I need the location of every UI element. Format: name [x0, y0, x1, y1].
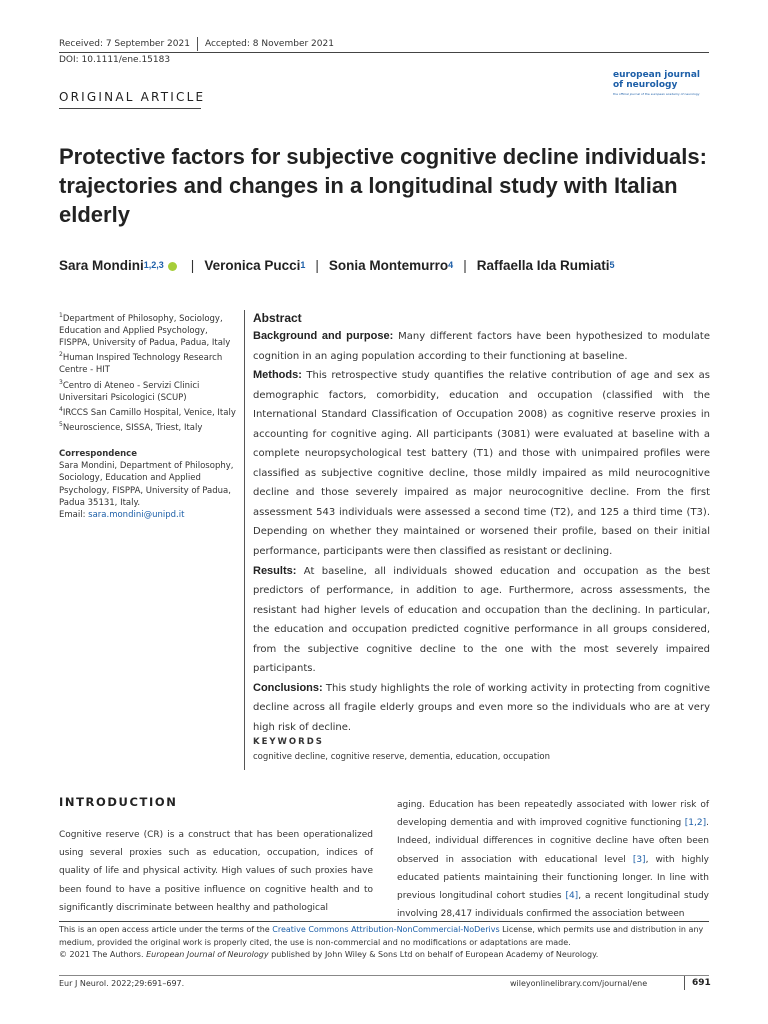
logo-line-2: of neurology — [613, 80, 678, 90]
affiliation-text: IRCCS San Camillo Hospital, Venice, Italy — [62, 407, 236, 418]
header-rule — [59, 52, 709, 53]
abstract-section — [253, 679, 710, 738]
abstract-section — [253, 366, 710, 561]
affiliation-item — [59, 349, 239, 376]
article-type-underline — [59, 108, 201, 109]
page-number: 691 — [692, 978, 711, 988]
email-link[interactable]: sara.mondini@unipd.it — [88, 509, 185, 520]
footer-rule — [59, 975, 709, 976]
affiliation-item — [59, 404, 239, 419]
author-separator: | — [315, 258, 319, 273]
page-divider — [684, 976, 685, 990]
abstract-section — [253, 562, 710, 679]
author-separator: | — [190, 258, 195, 273]
intro-text: , with highly educated patients maintaining their functioning longer. In line with previous longitudinal cohort studies — [397, 854, 709, 902]
author-affiliation-sup[interactable]: 5 — [609, 260, 615, 270]
abstract-heading: Background and purpose: — [253, 330, 394, 342]
journal-name: European Journal of Neurology — [146, 950, 269, 959]
affiliation-text: Centro di Ateneo - Servizi Clinici Universitari Psicologici (SCUP) — [59, 380, 200, 403]
affiliation-item — [59, 419, 239, 434]
author-name[interactable]: Sara Mondini — [59, 258, 144, 273]
copyright-text: © 2021 The Authors. — [59, 950, 147, 959]
doi: DOI: 10.1111/ene.15183 — [59, 55, 171, 65]
abstract-section — [253, 327, 710, 366]
abstract-text: This retrospective study quantifies the relative contribution of age and sex as demographic factors, comorbidity, education and occupation (classified with the International Standard Classification of Occupation 2008) as cognitive reserve proxies in accounting for cognitive aging. All participants (3081) were evaluated at baseline with a complete neuropsychological test battery (T1) and those with unimpaired profiles were classified as subjective cognitive decline, those mildly impaired as mild neurocognitive decline and those severely impaired as major neurocognitive decline. From the first assessment 543 individuals were assessed a second time (T2), and 125 a third time (T3). Depending on whether they maintained or worsened their profile, based on their initial performance, participants were then classified as resistant or declining. — [253, 370, 710, 558]
copyright-text: published by John Wiley & Sons Ltd on behalf of European Academy of Neurology. — [268, 950, 599, 959]
citation-link[interactable]: [4] — [565, 891, 579, 902]
affiliation-number: 2 — [59, 351, 63, 359]
author-affiliation-sup[interactable]: 1,2,3 — [143, 260, 164, 270]
abstract-heading: Methods: — [253, 369, 302, 382]
journal-logo — [613, 70, 700, 90]
intro-text: aging. Education has been repeatedly associated with lower risk of developing dementia and with improved cognitive functioning — [397, 800, 709, 829]
correspondence-email-line — [59, 509, 239, 521]
abstract-heading: Conclusions: — [253, 681, 323, 694]
abstract-text: This study highlights the role of working activity in protecting from cognitive decline across all fragile elderly groups and even more so the individuals who are at very high risk of decline. — [253, 682, 710, 733]
copyright-statement — [59, 949, 709, 962]
logo-tagline: the official journal of the european academy of neurology — [613, 92, 700, 96]
abstract-divider — [244, 310, 245, 770]
license-statement — [59, 924, 709, 949]
affiliation-number: 4 — [59, 405, 63, 413]
logo-line-1: european journal — [613, 70, 700, 80]
affiliation-text: Department of Philosophy, Sociology, Education and Applied Psychology, FISPPA, University of Padua, Padua, Italy — [59, 313, 231, 349]
introduction-column-left: Cognitive reserve (CR) is a construct that has been operationalized using several proxies such as education, occupation, indices of quality of life and physical activity. High values of such proxies have been found to have a positive influence on cognitive health and to significantly discriminate between healthy and pathological — [59, 830, 373, 913]
abstract — [253, 310, 710, 737]
author-affiliation-sup[interactable]: 1 — [300, 260, 306, 270]
introduction-heading: INTRODUCTION — [59, 795, 178, 809]
citation-link[interactable]: [1,2] — [684, 818, 707, 829]
author-list — [59, 258, 615, 273]
email-label: Email: — [59, 509, 89, 520]
abstract-text: At baseline, all individuals showed education and occupation as the best predictors of performance, in addition to age. Furthermore, across assessments, the resistant had higher levels of education and occupation than the declining. In particular, the education and occupation predicted cognitive performance in all groups considered, from the subjective cognitive decline to the one with the most severely impaired participants. — [253, 565, 710, 675]
date-divider — [197, 37, 198, 51]
affiliation-item — [59, 310, 239, 349]
orcid-icon[interactable] — [168, 262, 177, 271]
affiliation-text: Human Inspired Technology Research Centre - HIT — [59, 353, 223, 376]
accepted-date: Accepted: 8 November 2021 — [204, 39, 334, 49]
abstract-heading: Results: — [253, 564, 297, 577]
introduction-column-right — [397, 796, 709, 923]
author-name[interactable]: Raffaella Ida Rumiati — [476, 258, 610, 273]
affiliation-text: Neuroscience, SISSA, Triest, Italy — [62, 422, 203, 433]
article-title: Protective factors for subjective cognitive decline individuals: trajectories and changes in a longitudinal study with Italian elderly — [59, 144, 707, 227]
correspondence-heading: Correspondence — [59, 448, 137, 459]
journal-citation: Eur J Neurol. 2022;29:691–697. — [59, 979, 185, 988]
affiliation-number: 3 — [59, 378, 63, 386]
affiliation-item — [59, 377, 239, 404]
intro-text: , a recent longitudinal study involving 28,417 individuals confirmed the association between — [397, 891, 709, 920]
intro-text: . Indeed, individual differences in cognitive decline have often been observed in association with educational level — [397, 818, 709, 865]
author-affiliation-sup[interactable]: 4 — [448, 260, 454, 270]
author-separator: | — [463, 258, 467, 273]
license-link[interactable]: Creative Commons Attribution-NonCommercial-NoDerivs — [272, 925, 500, 934]
article-dates — [59, 37, 334, 51]
received-date: Received: 7 September 2021 — [59, 39, 190, 49]
license-text: License, which permits use and distribution in any medium, provided the original work is properly cited, the use is non-commercial and no modifications or adaptations are made. — [59, 925, 704, 947]
journal-website[interactable]: wileyonlinelibrary.com/journal/ene — [510, 979, 648, 988]
abstract-title: Abstract — [253, 311, 302, 325]
abstract-text: Many different factors have been hypothesized to modulate cognition in an aging population according to their functioning at baseline. — [253, 331, 710, 362]
affiliation-number: 1 — [59, 312, 63, 319]
license-text: This is an open access article under the terms of the — [59, 925, 273, 934]
citation-link[interactable]: [3] — [632, 854, 646, 865]
footnote-rule — [59, 921, 709, 922]
article-type: ORIGINAL ARTICLE — [59, 90, 206, 104]
keywords-label: KEYWORDS — [253, 737, 324, 747]
author-name[interactable]: Veronica Pucci — [204, 258, 301, 273]
keywords: cognitive decline, cognitive reserve, dementia, education, occupation — [253, 752, 550, 762]
license-footnote — [59, 924, 709, 962]
correspondence-text: Sara Mondini, Department of Philosophy, Sociology, Education and Applied Psychology, FISPPA, University of Padua, Padua 35131, Italy. — [59, 461, 234, 508]
affiliations — [59, 310, 239, 521]
author-name[interactable]: Sonia Montemurro — [328, 258, 449, 273]
affiliation-number: 5 — [59, 420, 63, 428]
